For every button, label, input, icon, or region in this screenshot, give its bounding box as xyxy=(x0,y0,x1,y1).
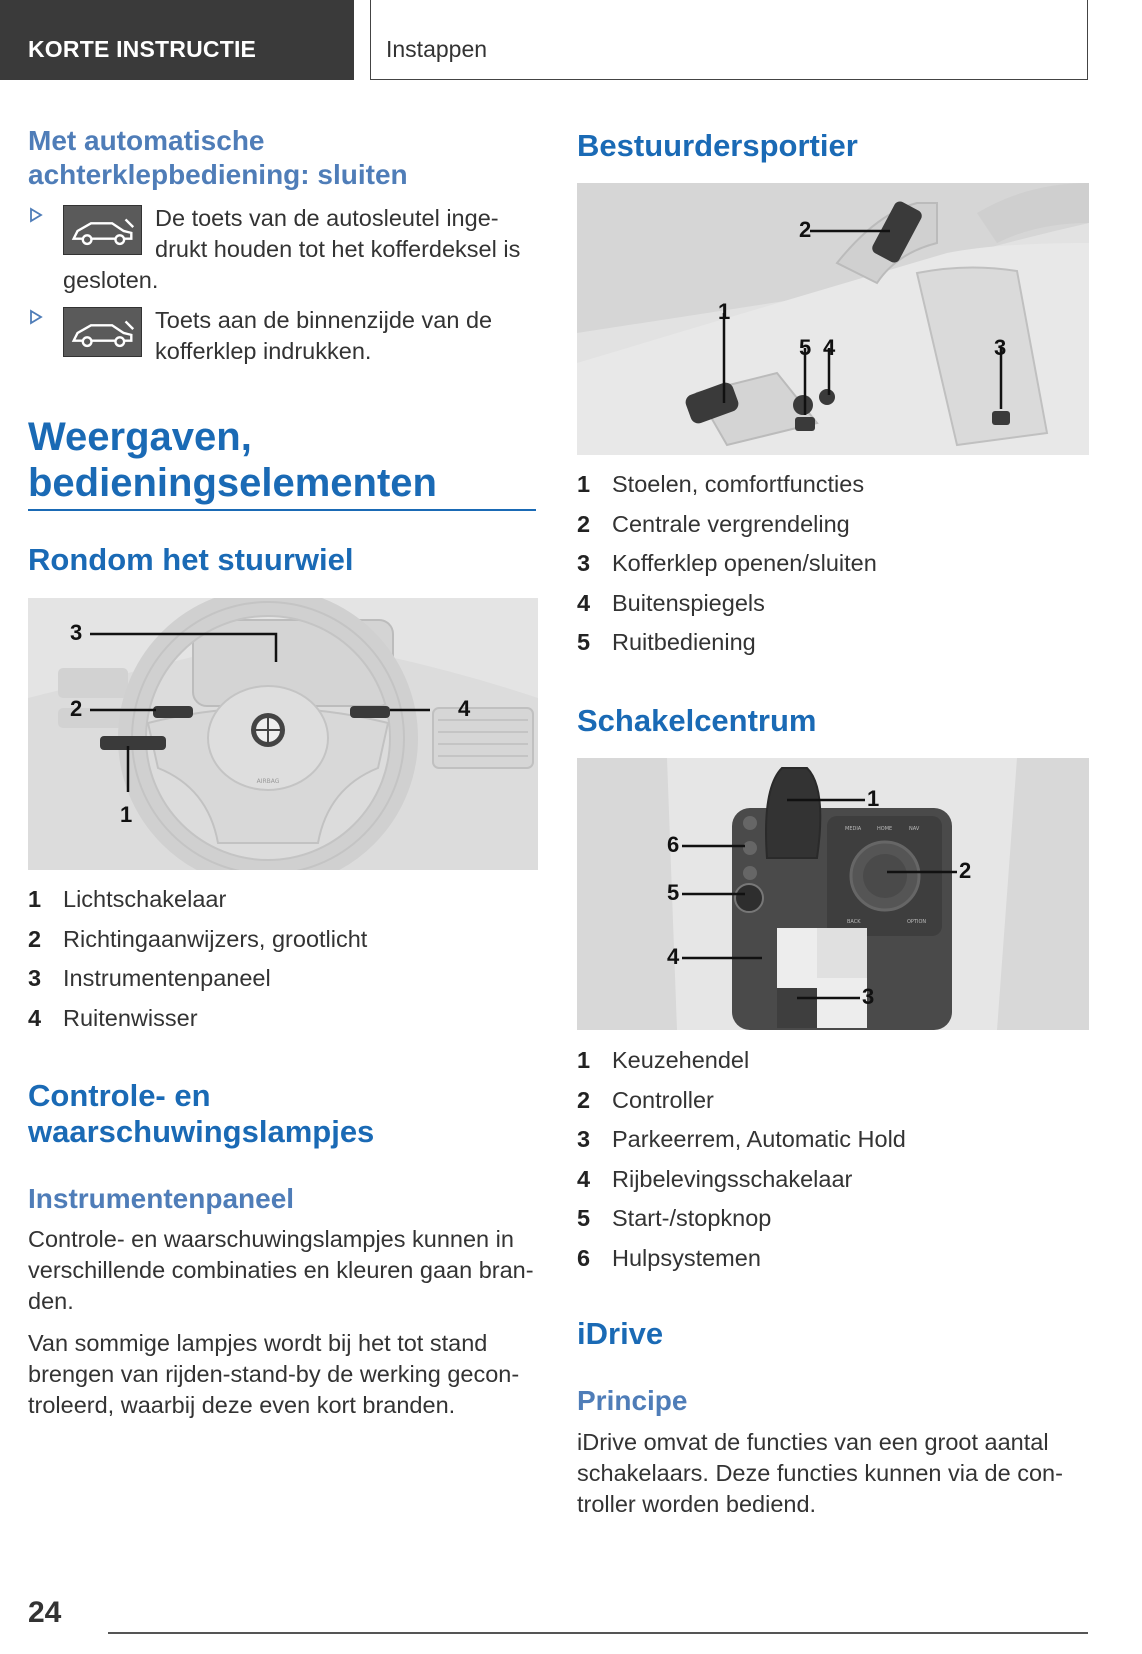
legend-item: 1 Stoelen, comfortfuncties xyxy=(577,471,865,497)
step-bullet-icon xyxy=(28,309,44,325)
legend-item: 2 Centrale vergrendeling xyxy=(577,510,850,537)
legend-item: 3 Instrumentenpaneel xyxy=(28,965,271,991)
principe-heading: Principe xyxy=(577,1385,688,1416)
main-heading: Weergaven, bedieningselementen xyxy=(28,415,437,505)
chapter-title: Instappen xyxy=(386,36,488,62)
steering-callout-1: 1 xyxy=(120,802,133,827)
door-callout-1: 1 xyxy=(718,299,731,324)
steering-wheel-figure xyxy=(28,598,538,870)
steering-wheel-illustration xyxy=(28,598,538,870)
legend-item: 3 Parkeerrem, Automatic Hold xyxy=(577,1126,906,1152)
door-panel-illustration xyxy=(577,183,1089,455)
legend-item: 1 Keuzehendel xyxy=(577,1047,750,1073)
car-tailgate-icon xyxy=(63,307,142,357)
center-console-illustration xyxy=(577,758,1089,1030)
steering-callout-2: 2 xyxy=(70,696,83,721)
footer-divider xyxy=(108,1632,1088,1634)
door-callout-4: 4 xyxy=(823,335,836,360)
legend-item: 3 Kofferklep openen/sluiten xyxy=(577,550,877,576)
instrument-heading: Instrumentenpaneel xyxy=(28,1183,295,1214)
steering-callout-4: 4 xyxy=(458,696,471,721)
legend-item: 2 Controller xyxy=(577,1086,714,1113)
legend-item: 4 Ruitenwisser xyxy=(28,1004,198,1031)
step-1-text-wrap: gesloten. xyxy=(63,267,159,293)
lamps-paragraph-2: Van sommige lampjes wordt bij het tot stand brengen van rijden-stand-by de werking gecon-troleerd, waarbij deze even kort branden. xyxy=(28,1330,520,1418)
svg-text:AIRBAG: AIRBAG xyxy=(256,778,280,785)
door-heading: Bestuurdersportier xyxy=(577,128,858,163)
step-2-text: Toets aan de binnenzijde van de kofferklep indrukken. xyxy=(155,307,493,364)
step-1-text: De toets van de autosleutel inge-drukt houden tot het kofferdeksel is xyxy=(155,205,521,262)
console-callout-2: 2 xyxy=(959,858,972,883)
step-2 xyxy=(28,305,536,367)
legend-item: 2 Richtingaanwijzers, grootlicht xyxy=(28,925,368,952)
page-number: 24 xyxy=(28,1596,62,1629)
door-figure xyxy=(577,183,1089,455)
console-callout-5: 5 xyxy=(667,880,680,905)
legend-item: 5 Start-/stopknop xyxy=(577,1205,772,1231)
steering-legend xyxy=(28,880,367,1038)
door-callout-3: 3 xyxy=(994,335,1007,360)
chapter-tab xyxy=(370,0,1088,80)
car-tailgate-icon xyxy=(63,205,142,255)
legend-item: 4 Rijbelevingsschakelaar xyxy=(577,1165,853,1192)
svg-text:NAV: NAV xyxy=(909,826,920,832)
section-tab xyxy=(0,0,354,80)
console-callout-4: 4 xyxy=(667,944,680,969)
step-bullet-icon xyxy=(28,207,44,223)
legend-item: 4 Buitenspiegels xyxy=(577,589,765,616)
console-callout-3: 3 xyxy=(862,984,875,1009)
svg-text:OPTION: OPTION xyxy=(907,919,927,925)
console-figure xyxy=(577,758,1089,1030)
idrive-paragraph: iDrive omvat de functies van een groot aantal schakelaars. Deze functies kunnen via de con-troller worden bediend. xyxy=(577,1429,1063,1517)
console-legend xyxy=(577,1041,906,1278)
legend-item: 1 Lichtschakelaar xyxy=(28,886,227,912)
lamps-heading: Controle- en waarschuwingslampjes xyxy=(28,1078,375,1149)
idrive-heading: iDrive xyxy=(577,1316,664,1351)
door-legend xyxy=(577,465,877,663)
svg-text:HOME: HOME xyxy=(877,826,893,832)
console-callout-1: 1 xyxy=(867,786,880,811)
door-callout-5: 5 xyxy=(799,335,812,360)
door-callout-2: 2 xyxy=(799,217,812,242)
svg-text:MEDIA: MEDIA xyxy=(845,826,862,832)
svg-text:BACK: BACK xyxy=(847,919,861,925)
lamps-paragraph-1: Controle- en waarschuwingslampjes kunnen in verschillende combinaties en kleuren gaan bran-den. xyxy=(28,1226,534,1314)
step-1 xyxy=(28,203,536,293)
legend-item: 5 Ruitbediening xyxy=(577,629,756,655)
console-heading: Schakelcentrum xyxy=(577,703,817,738)
legend-item: 6 Hulpsystemen xyxy=(577,1244,761,1271)
steering-callout-3: 3 xyxy=(70,620,83,645)
steering-heading: Rondom het stuurwiel xyxy=(28,542,354,577)
tailgate-heading: Met automatische achterklepbediening: sluiten xyxy=(28,125,408,190)
section-title: KORTE INSTRUCTIE xyxy=(28,36,257,62)
heading-divider xyxy=(28,509,536,511)
console-callout-6: 6 xyxy=(667,832,680,857)
